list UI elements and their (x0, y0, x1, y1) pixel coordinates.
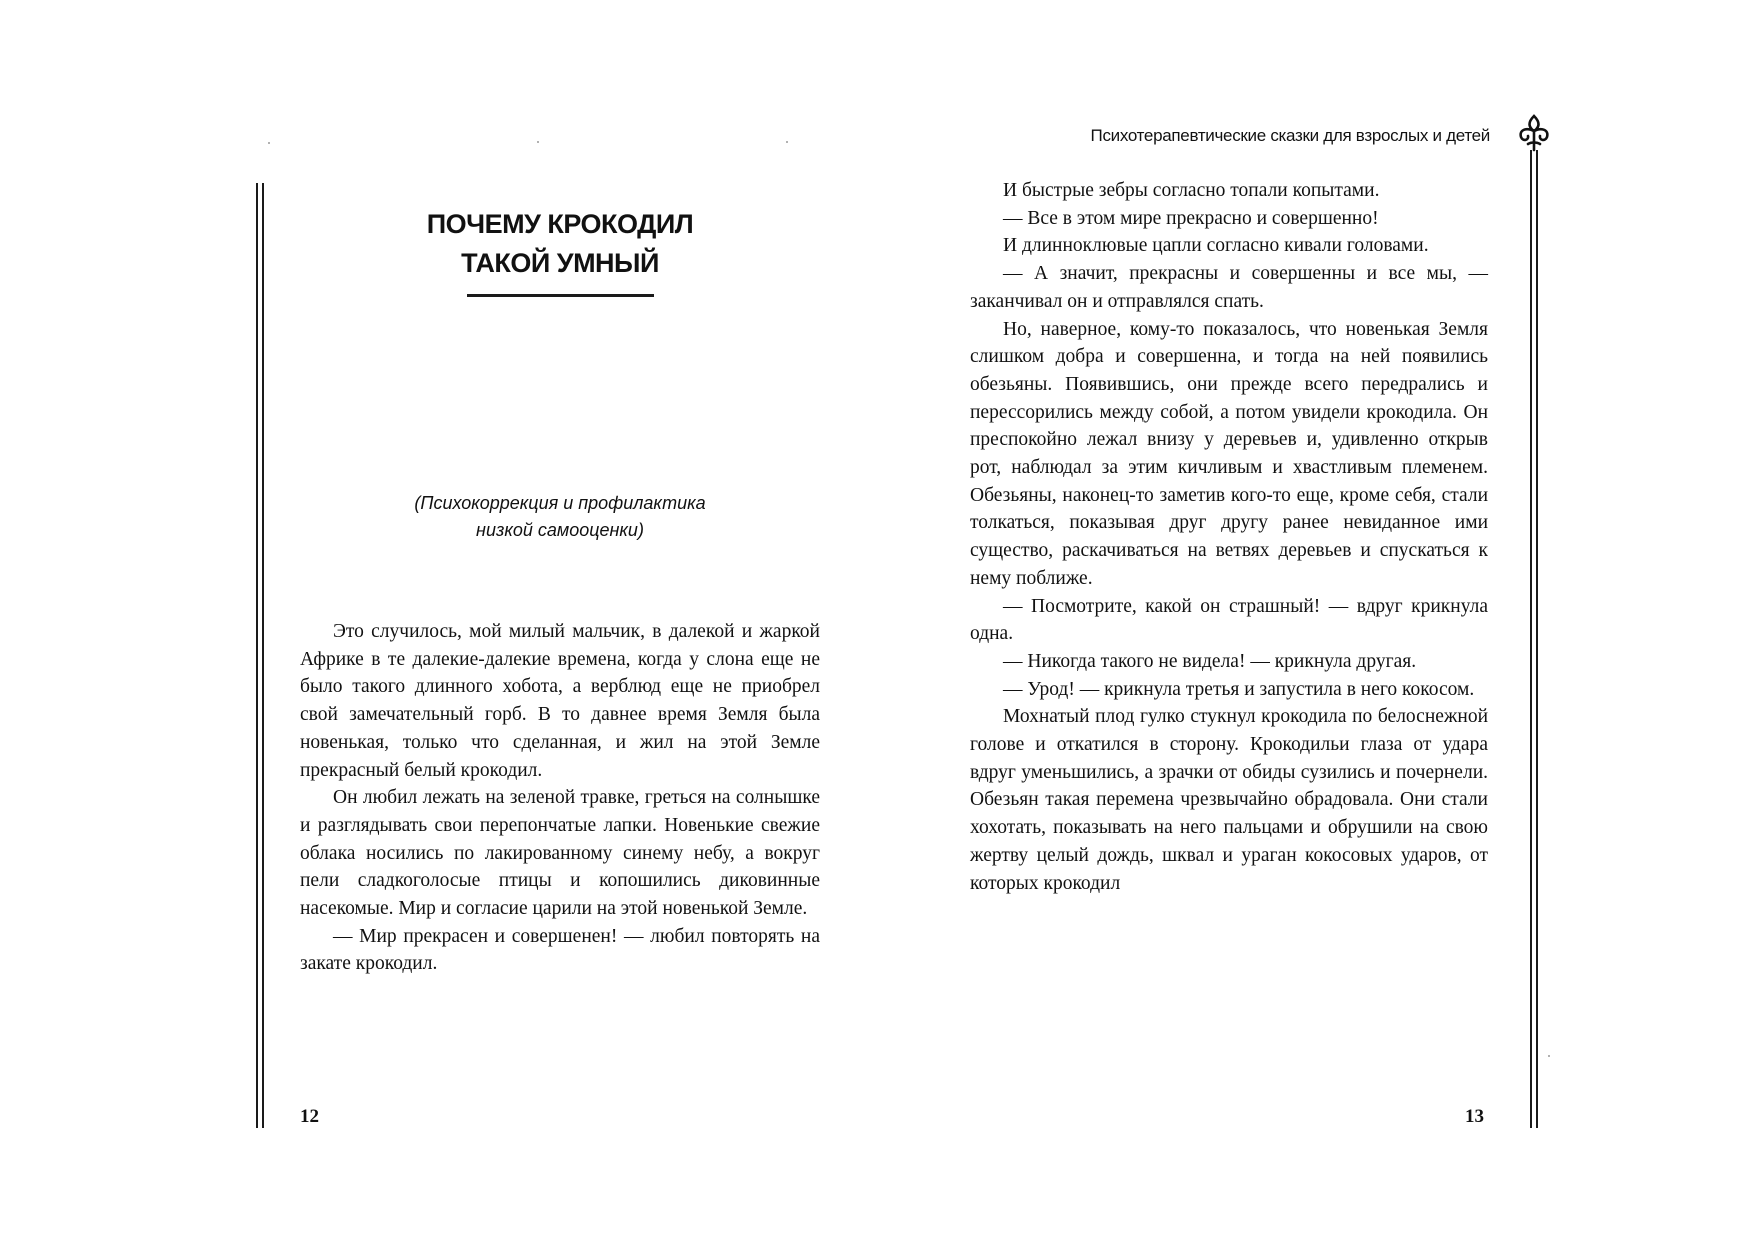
paragraph: — Все в этом мире прекрасно и совершенно! (1003, 207, 1379, 229)
page-number-right: 13 (1465, 1106, 1484, 1127)
scan-speck (268, 142, 270, 144)
paragraph: Но, наверное, кому-то показалось, что новенькая Земля слишком добра и совершенна, и тогда на ней появились обезьяны. Появившись, они прежде всего передрались и перессорились между собой, а потом увидели крокодила. Он преспокойно лежал внизу у деревьев и, удивленно открыв рот, наблюдал за этим кичливым и хвастливым племенем. Обезьяны, наконец-то заметив кого-то еще, кроме себя, стали толкаться, показывая друг другу ранее невиданное ими существо, раскачиваться на ветвях деревьев и спускаться к нему поближе. (970, 318, 1488, 589)
title-underline (467, 294, 654, 297)
left-page-text (300, 618, 820, 978)
paragraph: И быстрые зебры согласно топали копытами. (1003, 180, 1380, 201)
paragraph: — Урод! — крикнула третья и запустила в него кокосом. (1003, 678, 1475, 700)
subtitle-line: (Психокоррекция и профилактика (414, 493, 706, 513)
paragraph: Это случилось, мой милый мальчик, в далекой и жаркой Африке в те далекие-далекие времена, когда у слона еще не было такого длинного хобота, а верблюд еще не приобрел свой замечательный горб. В то давнее время Земля была новенькая, только что сделанная, и жил на этой Земле прекрасный белый крокодил. (300, 621, 820, 781)
left-page-rule (256, 183, 258, 1128)
left-page-rule (262, 183, 264, 1128)
paragraph: — Посмотрите, какой он страшный! — вдруг крикнула одна. (970, 595, 1488, 645)
chapter-title (380, 205, 740, 283)
right-page-rule (1536, 150, 1538, 1128)
paragraph: Мохнатый плод гулко стукнул крокодила по белоснежной голове и откатился в сторону. Крокодильи глаза от удара вдруг уменьшились, а зрачки от обиды сузились и почернели. Обезьян такая перемена чрезвычайно обрадовала. Они стали хохотать, показывать на него пальцами и обрушили на свою жертву целый дождь, шквал и ураган кокосовых ударов, от которых крокодил (970, 706, 1488, 894)
paragraph: — А значит, прекрасны и совершенны и все мы, — заканчивал он и отправлялся спать. (970, 263, 1488, 312)
scan-speck (786, 141, 788, 143)
fleur-ornament-icon (1516, 113, 1552, 153)
chapter-title-line: ПОЧЕМУ КРОКОДИЛ (426, 209, 694, 239)
scan-speck (1548, 1055, 1550, 1057)
subtitle-line: низкой самооценки) (476, 520, 644, 540)
right-page-text (970, 177, 1488, 897)
scan-speck (537, 141, 539, 143)
right-page-rule (1530, 150, 1532, 1128)
paragraph: Он любил лежать на зеленой травке, греться на солнышке и разглядывать свои перепончатые лапки. Новенькие свежие облака носились по лакированному синему небу, а вокруг пели сладкоголосые птицы и копошились диковинные насекомые. Мир и согласие царили на этой новенькой Земле. (300, 787, 820, 920)
chapter-subtitle (360, 490, 760, 544)
running-head: Психотерапевтические сказки для взрослых и детей (1090, 126, 1490, 145)
paragraph: — Мир прекрасен и совершенен! — любил повторять на закате крокодил. (300, 925, 820, 975)
page-number-left: 12 (300, 1106, 319, 1127)
paragraph: И длинноклювые цапли согласно кивали головами. (1003, 235, 1429, 257)
chapter-title-line: ТАКОЙ УМНЫЙ (461, 248, 659, 278)
paragraph: — Никогда такого не видела! — крикнула другая. (1003, 650, 1417, 672)
